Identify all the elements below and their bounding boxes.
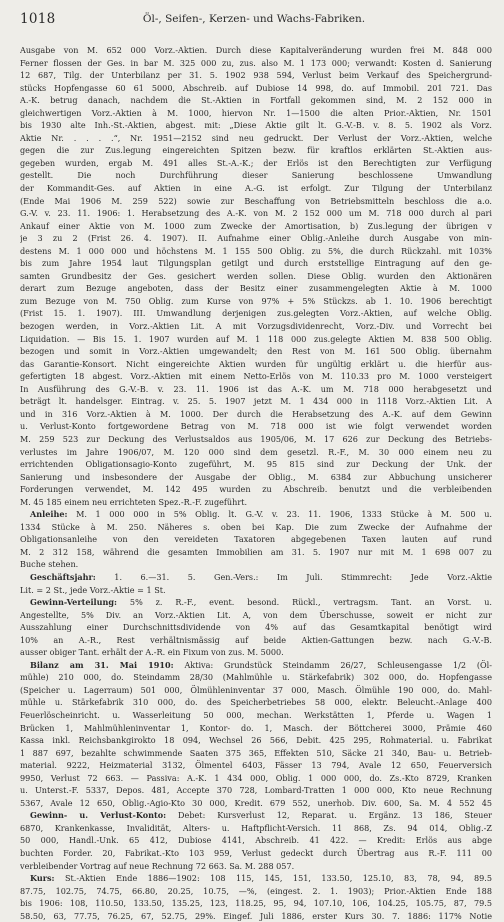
text-line xyxy=(20,496,492,509)
line-text: Sanierung und insbesondere der Ausgabe der Oblig., M. 6384 zur Abbuchung unsicherer xyxy=(20,471,492,482)
line-text: Forderungen verwendet, M. 142 495 wurden zu Abschreib. benutzt und die verbleibenden xyxy=(20,484,492,495)
line-text: bis zum Jahre 1954 laut Tilgungsplan getilgt und durch erststellige Eintragung auf den ge- xyxy=(20,258,492,269)
text-line xyxy=(20,634,492,647)
line-text: und in 316 Vorz.-Aktien à M. 1000. Der durch die Herabsetzung des A.-K. auf dem Gewinn xyxy=(20,408,492,419)
text-line xyxy=(20,307,492,320)
line-text: beträgt lt. handelsger. Eintrag. v. 25. 5. 1907 jetzt M. 1 434 000 in 1118 Vorz.-Aktien Lit. A xyxy=(20,396,492,407)
line-text: 5% z. R.-F., event. besond. Rückl., vertragsm. Tant. an Vorst. u. xyxy=(117,597,492,608)
text-line xyxy=(20,822,492,835)
text-line xyxy=(20,44,492,57)
line-text: gefertigten 18 abgest. Vorz.-Aktien mit einem Netto-Erlös von M. 110.33 pro M. 1000 versteigert xyxy=(20,371,492,382)
text-line xyxy=(20,333,492,346)
text-line xyxy=(20,282,492,295)
text-line xyxy=(20,232,492,245)
line-text: 10% an A.-R., Rest verhältnismässig auf beide Aktien-Gattungen bezw. nach G.-V.-B. xyxy=(20,634,492,645)
line-text: Aktie Nr. . . . .“, Nr. 1951—2152 sind neu gedruckt. Der Verlust der Vorz.-Aktien, welche xyxy=(20,132,492,143)
line-text: 6870, Krankenkasse, Invalidität, Alters- u. Haftpflicht-Versich. 11 868, Zs. 94 014, Oblig.-Z xyxy=(20,822,492,833)
text-line xyxy=(20,872,492,885)
text-line xyxy=(20,596,492,609)
line-text: bis 1930 alte Inh.-St.-Aktien, abgest. mit: „Diese Aktie gilt lt. G.-V.-B. v. 8. 5. 1902 als Vorz. xyxy=(20,120,492,131)
text-line xyxy=(20,910,492,922)
line-text: material. 9222, Heizmaterial 3132, Ölmentel 6403, Fässer 13 794, Avale 12 650, Feuerversich xyxy=(20,760,492,771)
line-text: 1334 Stücke à M. 250. Näheres s. oben bei Kap. Die zum Zwecke der Aufnahme der xyxy=(20,521,492,532)
line-text: bezogen werden, in Vorz.-Aktien Lit. A mit Vorzugsdividenrecht, Vorz.-Div. und Vorrecht bei xyxy=(20,321,492,332)
line-text: Kassa inkl. Reichsbankgirokto 18 094, Wechsel 26 566, Debit. 425 295, Rohmaterial. u. Fabrikat xyxy=(20,735,492,746)
line-text: (Ende Mai 1906 M. 259 522) sowie zur Beschaffung von Betriebsmitteln beschloss die a.o. xyxy=(20,195,492,206)
line-text: (Frist 15. 1. 1907). III. Umwandlung derjenigen zus.gelegten Vorz.-Aktien, auf welche Oblig. xyxy=(20,308,492,319)
text-line xyxy=(20,295,492,308)
line-text: Ferner flossen der Ges. in bar M. 325 000 zu, zus. also M. 1 173 000; verwandt: Kosten d. Sanierung xyxy=(20,57,492,68)
text-line xyxy=(20,169,492,182)
line-text: Ausszahlung einer Durchschnittsdividende von 4% auf das Gesamtkapital benötigt wird xyxy=(20,622,492,633)
text-line xyxy=(20,94,492,107)
line-text: Buche stehen. xyxy=(20,559,79,570)
line-text: Angestellte, 5% Div. an Vorz.-Aktien Lit. A, von dem Überschusse, soweit er nicht zur xyxy=(20,609,492,620)
line-text: M. 1 000 000 in 5% Oblig. lt. G.-V. v. 23. 11. 1906, 1333 Stücke à M. 500 u. xyxy=(67,509,492,520)
line-text: 5367, Avale 12 650, Oblig.-Agio-Kto 30 000, Kredit. 679 552, unerhob. Div. 600, Sa. M. 4 552 45 xyxy=(20,797,492,808)
text-line xyxy=(20,358,492,371)
text-line xyxy=(20,809,492,822)
line-text: 87.75, 102.75, 74.75, 66.80, 20.25, 10.75, —%, (eingest. 2. 1. 1903); Prior.-Aktien Ende 188 xyxy=(20,885,492,896)
line-text: mühle) 210 000, do. Steindamm 28/30 (Mahlmühle u. Stärkefabrik) 302 000, do. Hopfengasse xyxy=(20,672,492,683)
text-line xyxy=(20,709,492,722)
section-label: Gewinn- u. Verlust-Konto: xyxy=(30,810,167,821)
text-line xyxy=(20,671,492,684)
text-line xyxy=(20,508,492,521)
line-text: In Ausführung des G.-V.-B. v. 23. 11. 1906 ist das A.-K. um M. 718 000 herabgesetzt und xyxy=(20,383,492,394)
line-text: 50 000, Handl.-Unk. 65 412, Dubiose 4141, Abschreib. 41 422. — Kredit: Erlös aus abge xyxy=(20,835,492,846)
text-line xyxy=(20,609,492,622)
line-text: buchten Forder. 20, Fabrikat.-Kto 103 959, Verlust gedeckt durch Übertrag aus R.-F. 111 00 xyxy=(20,848,492,858)
text-line xyxy=(20,784,492,797)
line-text: (Speicher u. Lagerraum) 501 000, Ölmühleninventar 37 000, Masch. Ölmühle 190 000, do. Mahl- xyxy=(20,684,492,695)
section-label: Anleihe: xyxy=(30,509,68,520)
line-text: gegen die zur Zus.legung eingereichten Spitzen bezw. für kraftlos erklärten St.-Aktien aus- xyxy=(20,145,492,156)
text-line xyxy=(20,395,492,408)
section-label: Kurs: xyxy=(30,873,55,884)
text-line xyxy=(20,696,492,709)
line-text: destens M. 1 000 000 und höchstens M. 1 155 500 Oblig. zu 5%, die durch Rückzahl. mit 103% xyxy=(20,245,492,256)
line-text: ausser obiger Tant. erhält der A.-R. ein Fixum von zus. M. 5000. xyxy=(20,647,284,658)
text-line xyxy=(20,533,492,546)
text-line xyxy=(20,747,492,760)
line-text: u. Verlust-Konto fortgewordene Betrag von M. 718 000 ist wie folgt verwendet worden xyxy=(20,421,492,432)
text-line xyxy=(20,245,492,258)
section-label: Geschäftsjahr: xyxy=(30,571,96,582)
text-line xyxy=(20,320,492,333)
text-line xyxy=(20,207,492,220)
text-line xyxy=(20,433,492,446)
line-text: gestellt. Die noch Durchführung dieser Sanierung beschlossene Umwandlung xyxy=(20,170,492,181)
line-text: Aktiva: Grundstück Steindamm 26/27, Schleusengasse 1/2 (Öl- xyxy=(173,659,492,670)
line-text: Lit. = 2 St., jede Vorz.-Aktie = 1 St. xyxy=(20,584,166,595)
text-line xyxy=(20,558,492,571)
text-line xyxy=(20,897,492,910)
text-line xyxy=(20,621,492,634)
line-text: stücks Hopfengasse 60 61 5000, Abschreib. auf Dubiose 14 998, do. auf Immobil. 201 721. Das xyxy=(20,82,492,93)
line-text: 1. 6.—31. 5. Gen.-Vers.: Im Juli. Stimmrecht: Jede Vorz.-Aktie xyxy=(95,571,492,582)
text-line xyxy=(20,446,492,459)
text-line xyxy=(20,571,492,584)
line-text: Liquidation. — Bis 15. 1. 1907 wurden auf M. 1 118 000 zus.gelegte Aktien M. 838 500 Oblig. xyxy=(20,333,492,344)
text-line xyxy=(20,69,492,82)
text-line xyxy=(20,722,492,735)
line-text: G.-V. v. 23. 11. 1906: 1. Herabsetzung des A.-K. von M. 2 152 000 um M. 718 000 durch al pari xyxy=(20,208,492,219)
text-line xyxy=(20,119,492,132)
line-text: M. 45 185 einem neu errichteten Spez.-R.-F. zugeführt. xyxy=(20,496,248,507)
text-line xyxy=(20,408,492,421)
text-line xyxy=(20,144,492,157)
section-label: Bilanz am 31. Mai 1910: xyxy=(30,659,174,670)
line-text: das Garantie-Konsort. Nicht eingereichte Aktien wurden für ungültig erklärt u. die hierfür aus- xyxy=(20,358,492,369)
text-line xyxy=(20,471,492,484)
text-line xyxy=(20,759,492,772)
line-text: M. 2 312 158, während die gesamten Immobilien am 31. 5. 1907 nur mit M. 1 698 007 zu xyxy=(20,546,492,557)
line-text: 58.50, 63, 77.75, 76.25, 67, 52.75, 29%. Eingef. Juli 1886, erster Kurs 30. 7. 1886: 117% Notie xyxy=(20,910,492,921)
text-line xyxy=(20,834,492,847)
text-line xyxy=(20,847,492,860)
text-line xyxy=(20,420,492,433)
text-line xyxy=(20,132,492,145)
text-line xyxy=(20,383,492,396)
text-line xyxy=(20,157,492,170)
line-text: bis 1906: 108, 110.50, 133.50, 135.25, 123, 118.25, 95, 94, 107.10, 106, 104.25, 105.75, 87, 79.5 xyxy=(20,898,492,909)
text-line xyxy=(20,370,492,383)
text-line xyxy=(20,57,492,70)
text-line xyxy=(20,885,492,898)
text-line xyxy=(20,734,492,747)
text-line xyxy=(20,483,492,496)
line-text: 1 887 697, bezahlte schwimmende Saaten 375 365, Effekten 510, Säcke 21 340, Bau- u. Betrieb- xyxy=(20,747,492,758)
line-text: M. 259 523 zur Deckung des Verlustsaldos aus 1905/06, M. 17 626 zur Deckung des Betriebs- xyxy=(20,433,492,444)
line-text: 12 687, Tilg. der Unterbilanz per 31. 5. 1902 938 594, Verlust beim Verkauf des Speichergrund- xyxy=(20,70,492,81)
line-text: mühle u. Stärkefabrik 310 000, do. des Speicherbetriebes 58 000, elektr. Beleucht.-Anlage 400 xyxy=(20,697,492,708)
line-text: derart zum Bezuge angeboten, dass der Besitz einer zusammengelegten Aktie à M. 1000 xyxy=(20,283,492,294)
line-text: 9950, Verlust 72 663. — Passiva: A.-K. 1 434 000, Oblig. 1 000 000, do. Zs.-Kto 8729, Kranken xyxy=(20,772,492,783)
text-line xyxy=(20,521,492,534)
line-text: Obligationsanleihe von den vereideten Taxatoren abgegebenen Taxen lauten auf rund xyxy=(20,534,492,545)
line-text: Ankauf einer Aktie von M. 1000 zum Zwecke der Amortisation, b) Zus.legung der übrigen v xyxy=(20,220,492,231)
text-line xyxy=(20,797,492,810)
text-line xyxy=(20,345,492,358)
line-text: gegeben wurden, ergab M. 491 alles St.-A.-K.; der Erlös ist den Berechtigten zur Verfügung xyxy=(20,157,492,168)
line-text: der Kommandit-Ges. auf Aktien in eine A.-G. ist erfolgt. Zur Tilgung der Unterbilanz xyxy=(20,183,492,194)
text-line xyxy=(20,584,492,597)
line-text: errichtenden Obligationsagio-Konto zugeführt, M. 95 815 sind zur Deckung der Unk. der xyxy=(20,459,492,470)
line-text: je 3 zu 2 (Frist 26. 4. 1907). II. Aufnahme einer Oblig.-Anleihe durch Ausgabe von min- xyxy=(20,233,492,244)
line-text: Debet: Kursverlust 12, Reparat. u. Ergänz. 13 186, Steuer xyxy=(166,810,492,821)
text-line xyxy=(20,82,492,95)
text-line xyxy=(20,659,492,672)
text-line xyxy=(20,107,492,120)
text-line xyxy=(20,684,492,697)
line-text: verbleibender Vortrag auf neue Rechnung 72 663. Sa. M. 288 057. xyxy=(20,860,295,871)
body-text xyxy=(20,44,492,922)
line-text: zum Bezuge von M. 750 Oblig. zum Kurse von 97% + 5% Stückzs. ab 1. 10. 1906 berechtigt xyxy=(20,295,492,306)
text-line xyxy=(20,220,492,233)
line-text: verlustes im Jahre 1906/07, M. 120 000 sind dem gesetzl. R.-F., M. 30 000 einem neu zu xyxy=(20,446,492,457)
line-text: St.-Aktien Ende 1886—1902: 108 115, 145, 151, 133.50, 125.10, 83, 78, 94, 89.5 xyxy=(54,873,492,884)
text-line xyxy=(20,860,492,873)
text-line xyxy=(20,257,492,270)
text-line xyxy=(20,270,492,283)
line-text: bezogen und somit in Vorz.-Aktien umgewandelt; den Rest von M. 161 500 Oblig. übernahm xyxy=(20,346,492,357)
line-text: A.-K. betrug danach, nachdem die St.-Aktien in Fortfall gekommen sind, M. 2 152 000 in xyxy=(20,95,492,106)
text-line xyxy=(20,772,492,785)
page-header xyxy=(20,11,488,29)
text-line xyxy=(20,646,492,659)
running-title: Öl-, Seifen-, Kerzen- und Wachs-Fabriken. xyxy=(142,13,366,25)
section-label: Gewinn-Verteilung: xyxy=(30,597,118,608)
line-text: u. Unterst.-F. 5337, Depos. 481, Accepte 370 728, Lombard-Tratten 1 000 000, Kto neue Rechnung xyxy=(20,785,492,796)
line-text: gleichwertigen Vorz.-Aktien à M. 1000, hiervon Nr. 1—1500 die alten Prior.-Aktien, Nr. 1501 xyxy=(20,107,492,118)
line-text: Brücken 1, Mahlmühleninventar 1, Kontor- do. 1, Masch. der Böttcherei 3000, Prämie 460 xyxy=(20,722,492,733)
text-line xyxy=(20,195,492,208)
line-text: Feuerlöscheinricht. u. Wasserleitung 50 000, mechan. Werkstätten 1, Pferde u. Wagen 1 xyxy=(20,709,492,720)
text-line xyxy=(20,546,492,559)
text-line xyxy=(20,182,492,195)
text-line xyxy=(20,458,492,471)
line-text: samten Grundbesitz der Ges. gesichert werden sollen. Diese Oblig. wurden den Aktionären xyxy=(20,270,492,281)
page-number: 1018 xyxy=(20,11,56,27)
line-text: Ausgabe von M. 652 000 Vorz.-Aktien. Durch diese Kapitalveränderung wurden frei M. 848 000 xyxy=(20,45,492,55)
